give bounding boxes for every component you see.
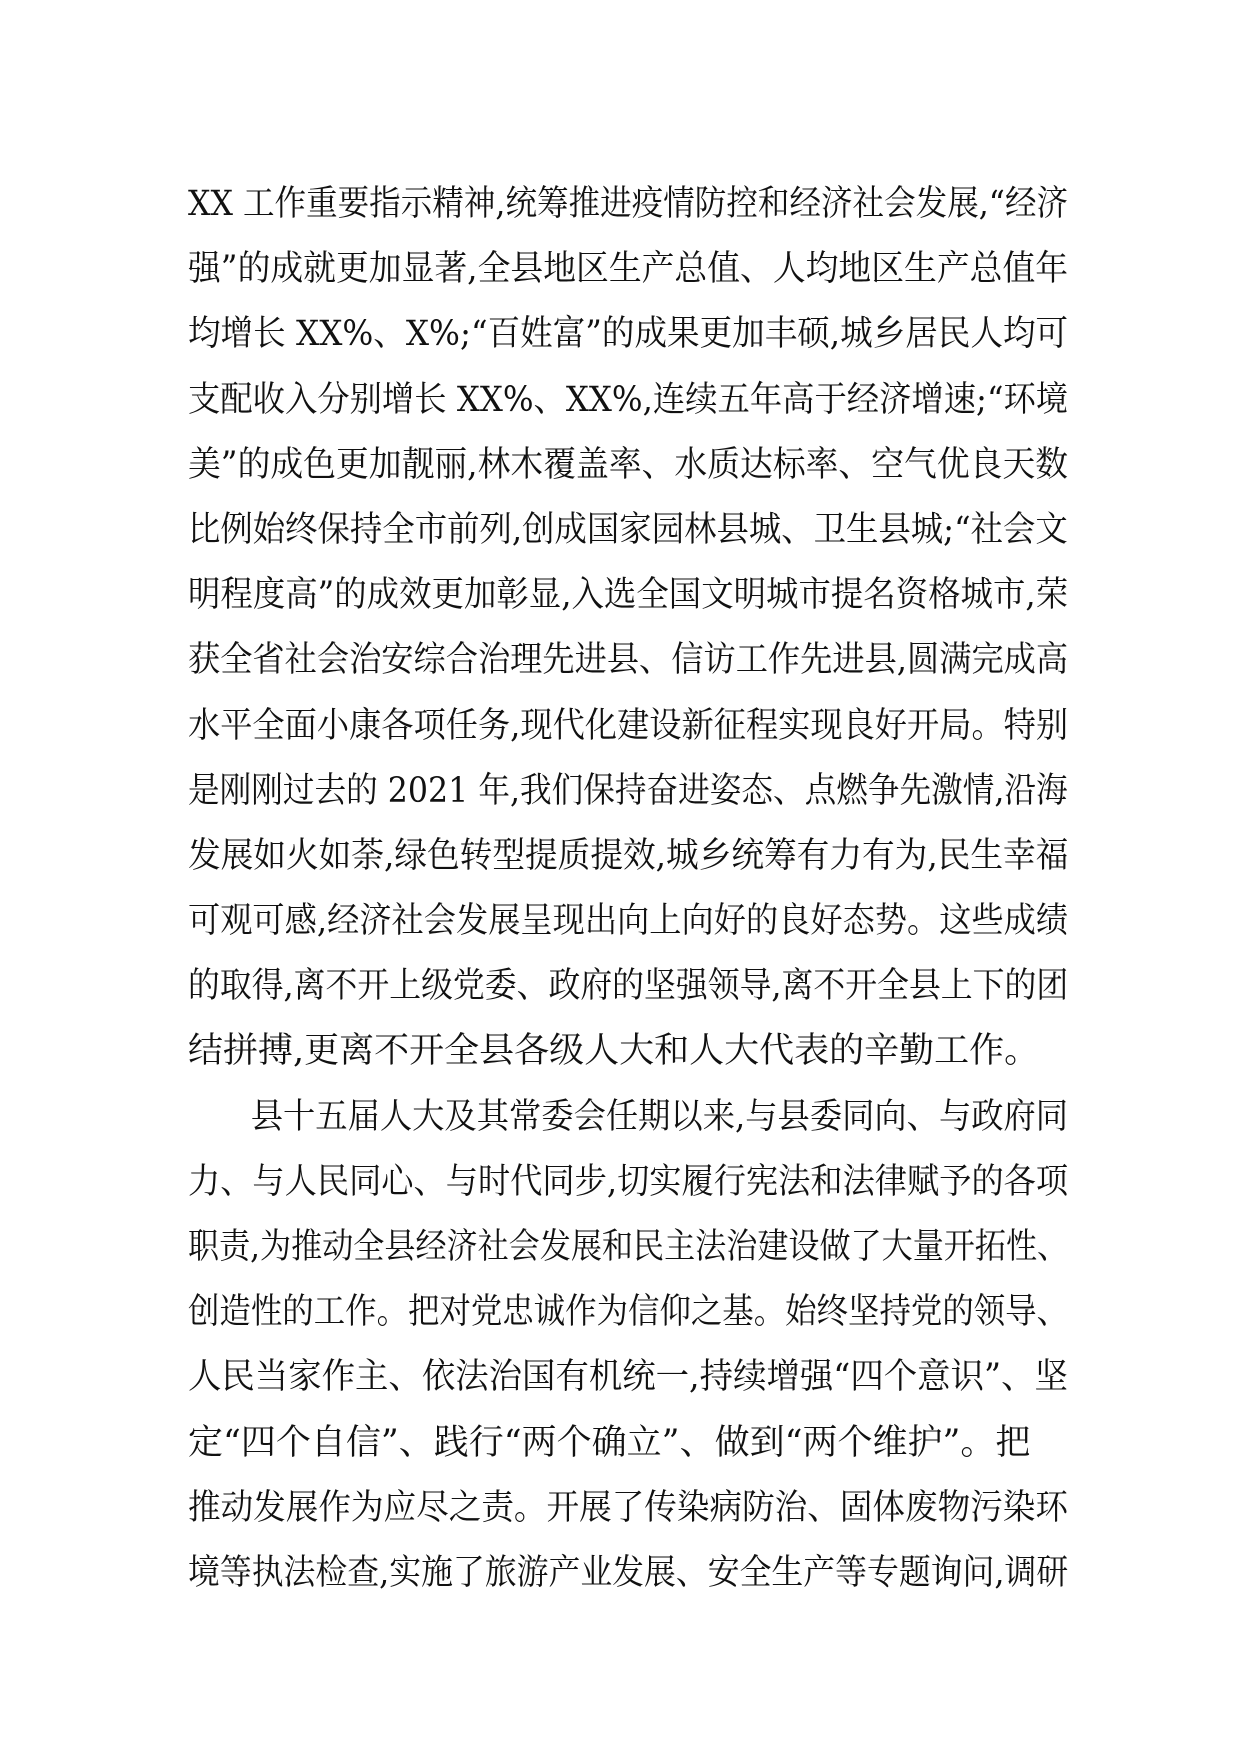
text-line: 比例始终保持全市前列,创成国家园林县城、卫生县城;“社会文 [188, 509, 1068, 550]
text-line: 是刚刚过去的 2021 年,我们保持奋进姿态、点燃争先激情,沿海 [188, 770, 1068, 811]
text-line: 美”的成色更加靓丽,林木覆盖率、水质达标率、空气优良天数 [188, 444, 1069, 485]
text-line: 水平全面小康各项任务,现代化建设新征程实现良好开局。特别 [188, 705, 1069, 746]
document-body [188, 172, 1068, 1606]
text-line: 均增长 XX%、X%;“百姓富”的成果更加丰硕,城乡居民人均可 [188, 314, 1069, 355]
text-line: 定“四个自信”、践行“两个确立”、做到“两个维护”。把 [188, 1422, 1031, 1463]
text-line: 境等执法检查,实施了旅游产业发展、安全生产等专题询问,调研 [188, 1552, 1069, 1593]
text-line: 结拼搏,更离不开全县各级人大和人大代表的辛勤工作。 [188, 1031, 1040, 1072]
text-line: 人民当家作主、依法治国有机统一,持续增强“四个意识”、坚 [188, 1357, 1068, 1398]
text-line: 力、与人民同心、与时代同步,切实履行宪法和法律赋予的各项 [188, 1161, 1069, 1202]
text-line: 县十五届人大及其常委会任期以来,与县委同向、与政府同 [250, 1096, 1069, 1137]
text-line: 强”的成就更加显著,全县地区生产总值、人均地区生产总值年 [188, 249, 1069, 290]
text-line: 可观可感,经济社会发展呈现出向上向好的良好态势。这些成绩 [188, 901, 1069, 942]
text-line: 创造性的工作。把对党忠诚作为信仰之基。始终坚持党的领导、 [188, 1292, 1069, 1333]
text-line: 明程度高”的成效更加彰显,入选全国文明城市提名资格城市,荣 [188, 575, 1069, 616]
text-line: 发展如火如荼,绿色转型提质提效,城乡统筹有力有为,民生幸福 [188, 835, 1069, 876]
text-line: 推动发展作为应尽之责。开展了传染病防治、固体废物污染环 [188, 1487, 1068, 1528]
text-line: 支配收入分别增长 XX%、XX%,连续五年高于经济增速;“环境 [188, 379, 1069, 420]
text-line: XX 工作重要指示精神,统筹推进疫情防控和经济社会发展,“经济 [188, 184, 1069, 224]
text-line: 职责,为推动全县经济社会发展和民主法治建设做了大量开拓性、 [188, 1227, 1069, 1267]
paragraph-1 [188, 172, 1068, 1085]
text-line: 的取得,离不开上级党委、政府的坚强领导,离不开全县上下的团 [188, 966, 1069, 1007]
text-line: 获全省社会治安综合治理先进县、信访工作先进县,圆满完成高 [188, 640, 1069, 681]
paragraph-2 [188, 1085, 1068, 1607]
